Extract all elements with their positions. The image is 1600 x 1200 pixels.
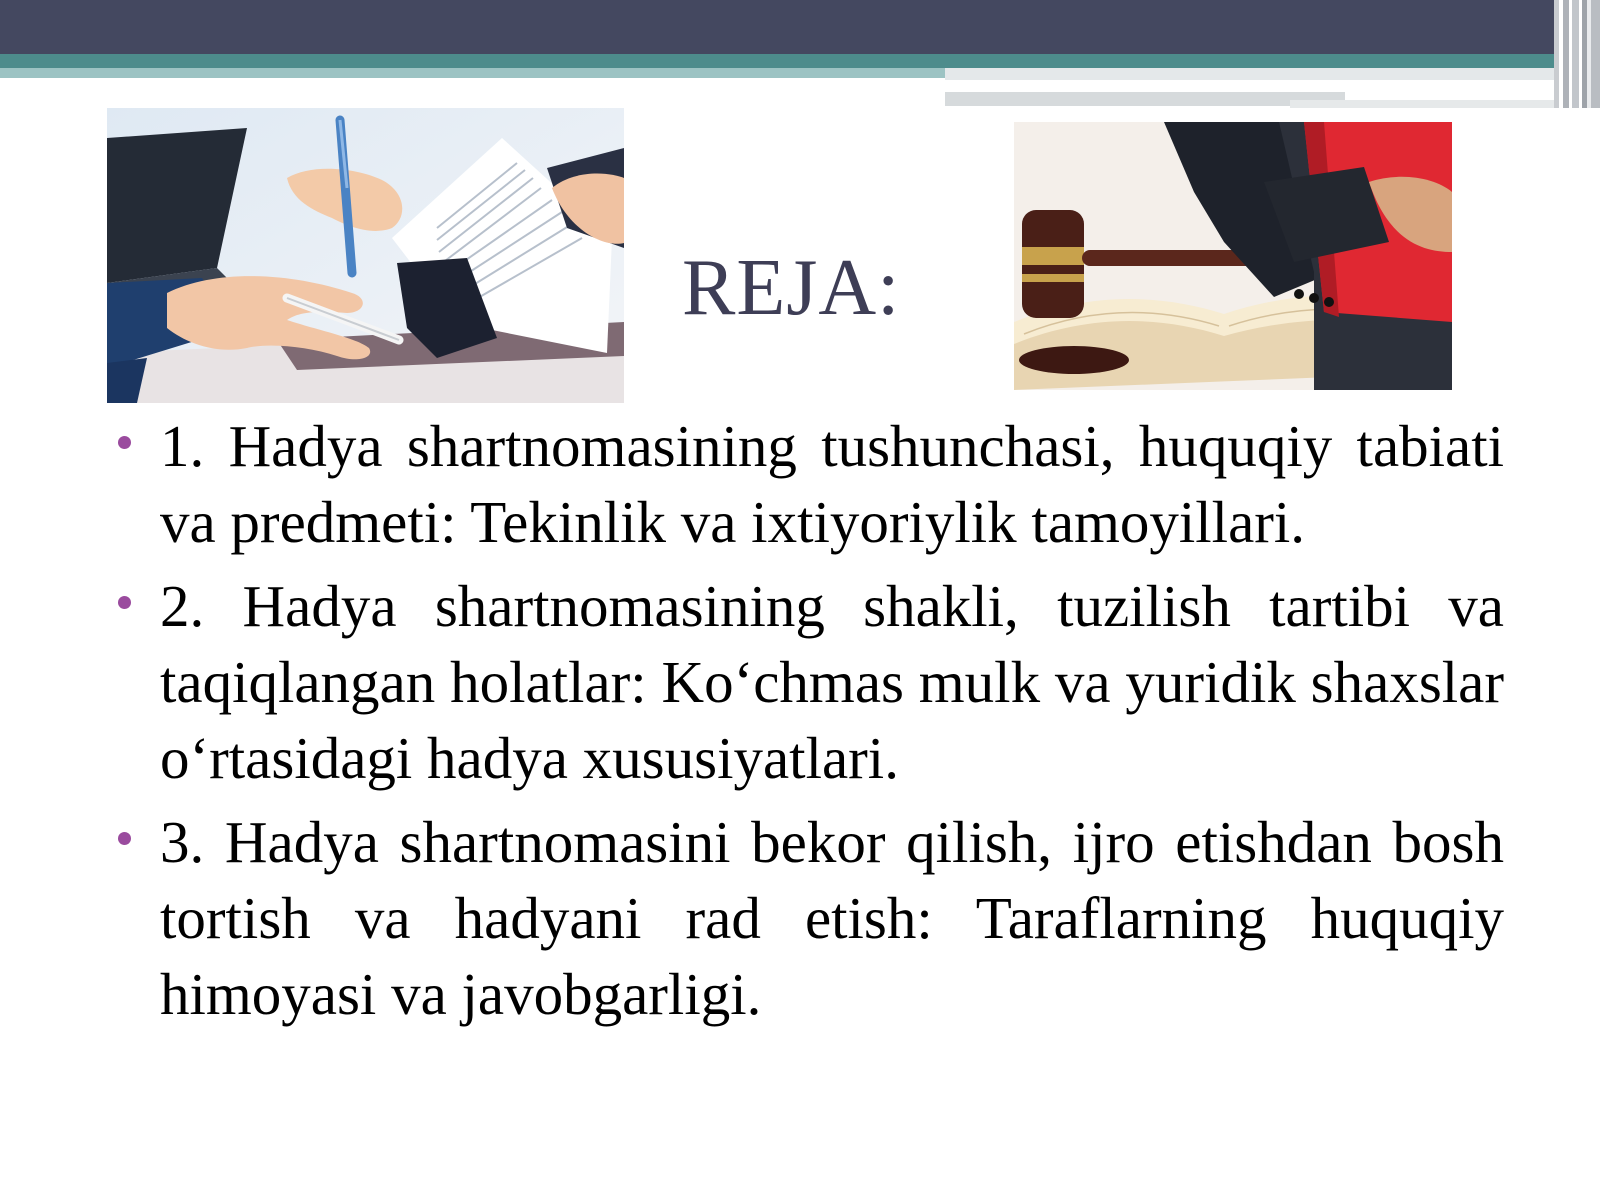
slide-title: REJA: (682, 244, 901, 332)
bullet-icon (118, 596, 131, 609)
plan-item-3 (112, 804, 1504, 1032)
contract-signing-illustration (107, 108, 624, 403)
judge-gavel-image (1014, 122, 1452, 390)
header-bar-grey (945, 68, 1555, 80)
bullet-icon (118, 436, 131, 449)
plan-item-text: 1. Hadya shartnomasining tushunchasi, huquqiy tabiati va predmeti: Tekinlik va ixtiyoriylik tamoyillari. (160, 413, 1504, 555)
plan-item-1 (112, 408, 1504, 560)
plan-item-text: 3. Hadya shartnomasini bekor qilish, ijro etishdan bosh tortish va hadyani rad etish: Taraflarning huquqiy himoyasi va javobgarligi. (160, 809, 1504, 1027)
header-stripes (1554, 0, 1600, 108)
header-bar-light-teal (0, 68, 945, 78)
plan-list (112, 408, 1504, 1040)
bullet-icon (118, 832, 131, 845)
contract-signing-image (107, 108, 624, 403)
plan-item-text: 2. Hadya shartnomasining shakli, tuzilish tartibi va taqiqlangan holatlar: Ko‘chmas mulk va yuridik shaxslar o‘rtasidagi hadya xususiyatlari. (160, 573, 1504, 791)
header-bar-dark (0, 0, 1600, 54)
header-bar-grey-short (1290, 100, 1560, 108)
plan-item-2 (112, 568, 1504, 796)
judge-gavel-illustration (1014, 122, 1452, 390)
header-bar-teal (0, 54, 1560, 68)
header-bar-grey-lower (945, 92, 1345, 106)
